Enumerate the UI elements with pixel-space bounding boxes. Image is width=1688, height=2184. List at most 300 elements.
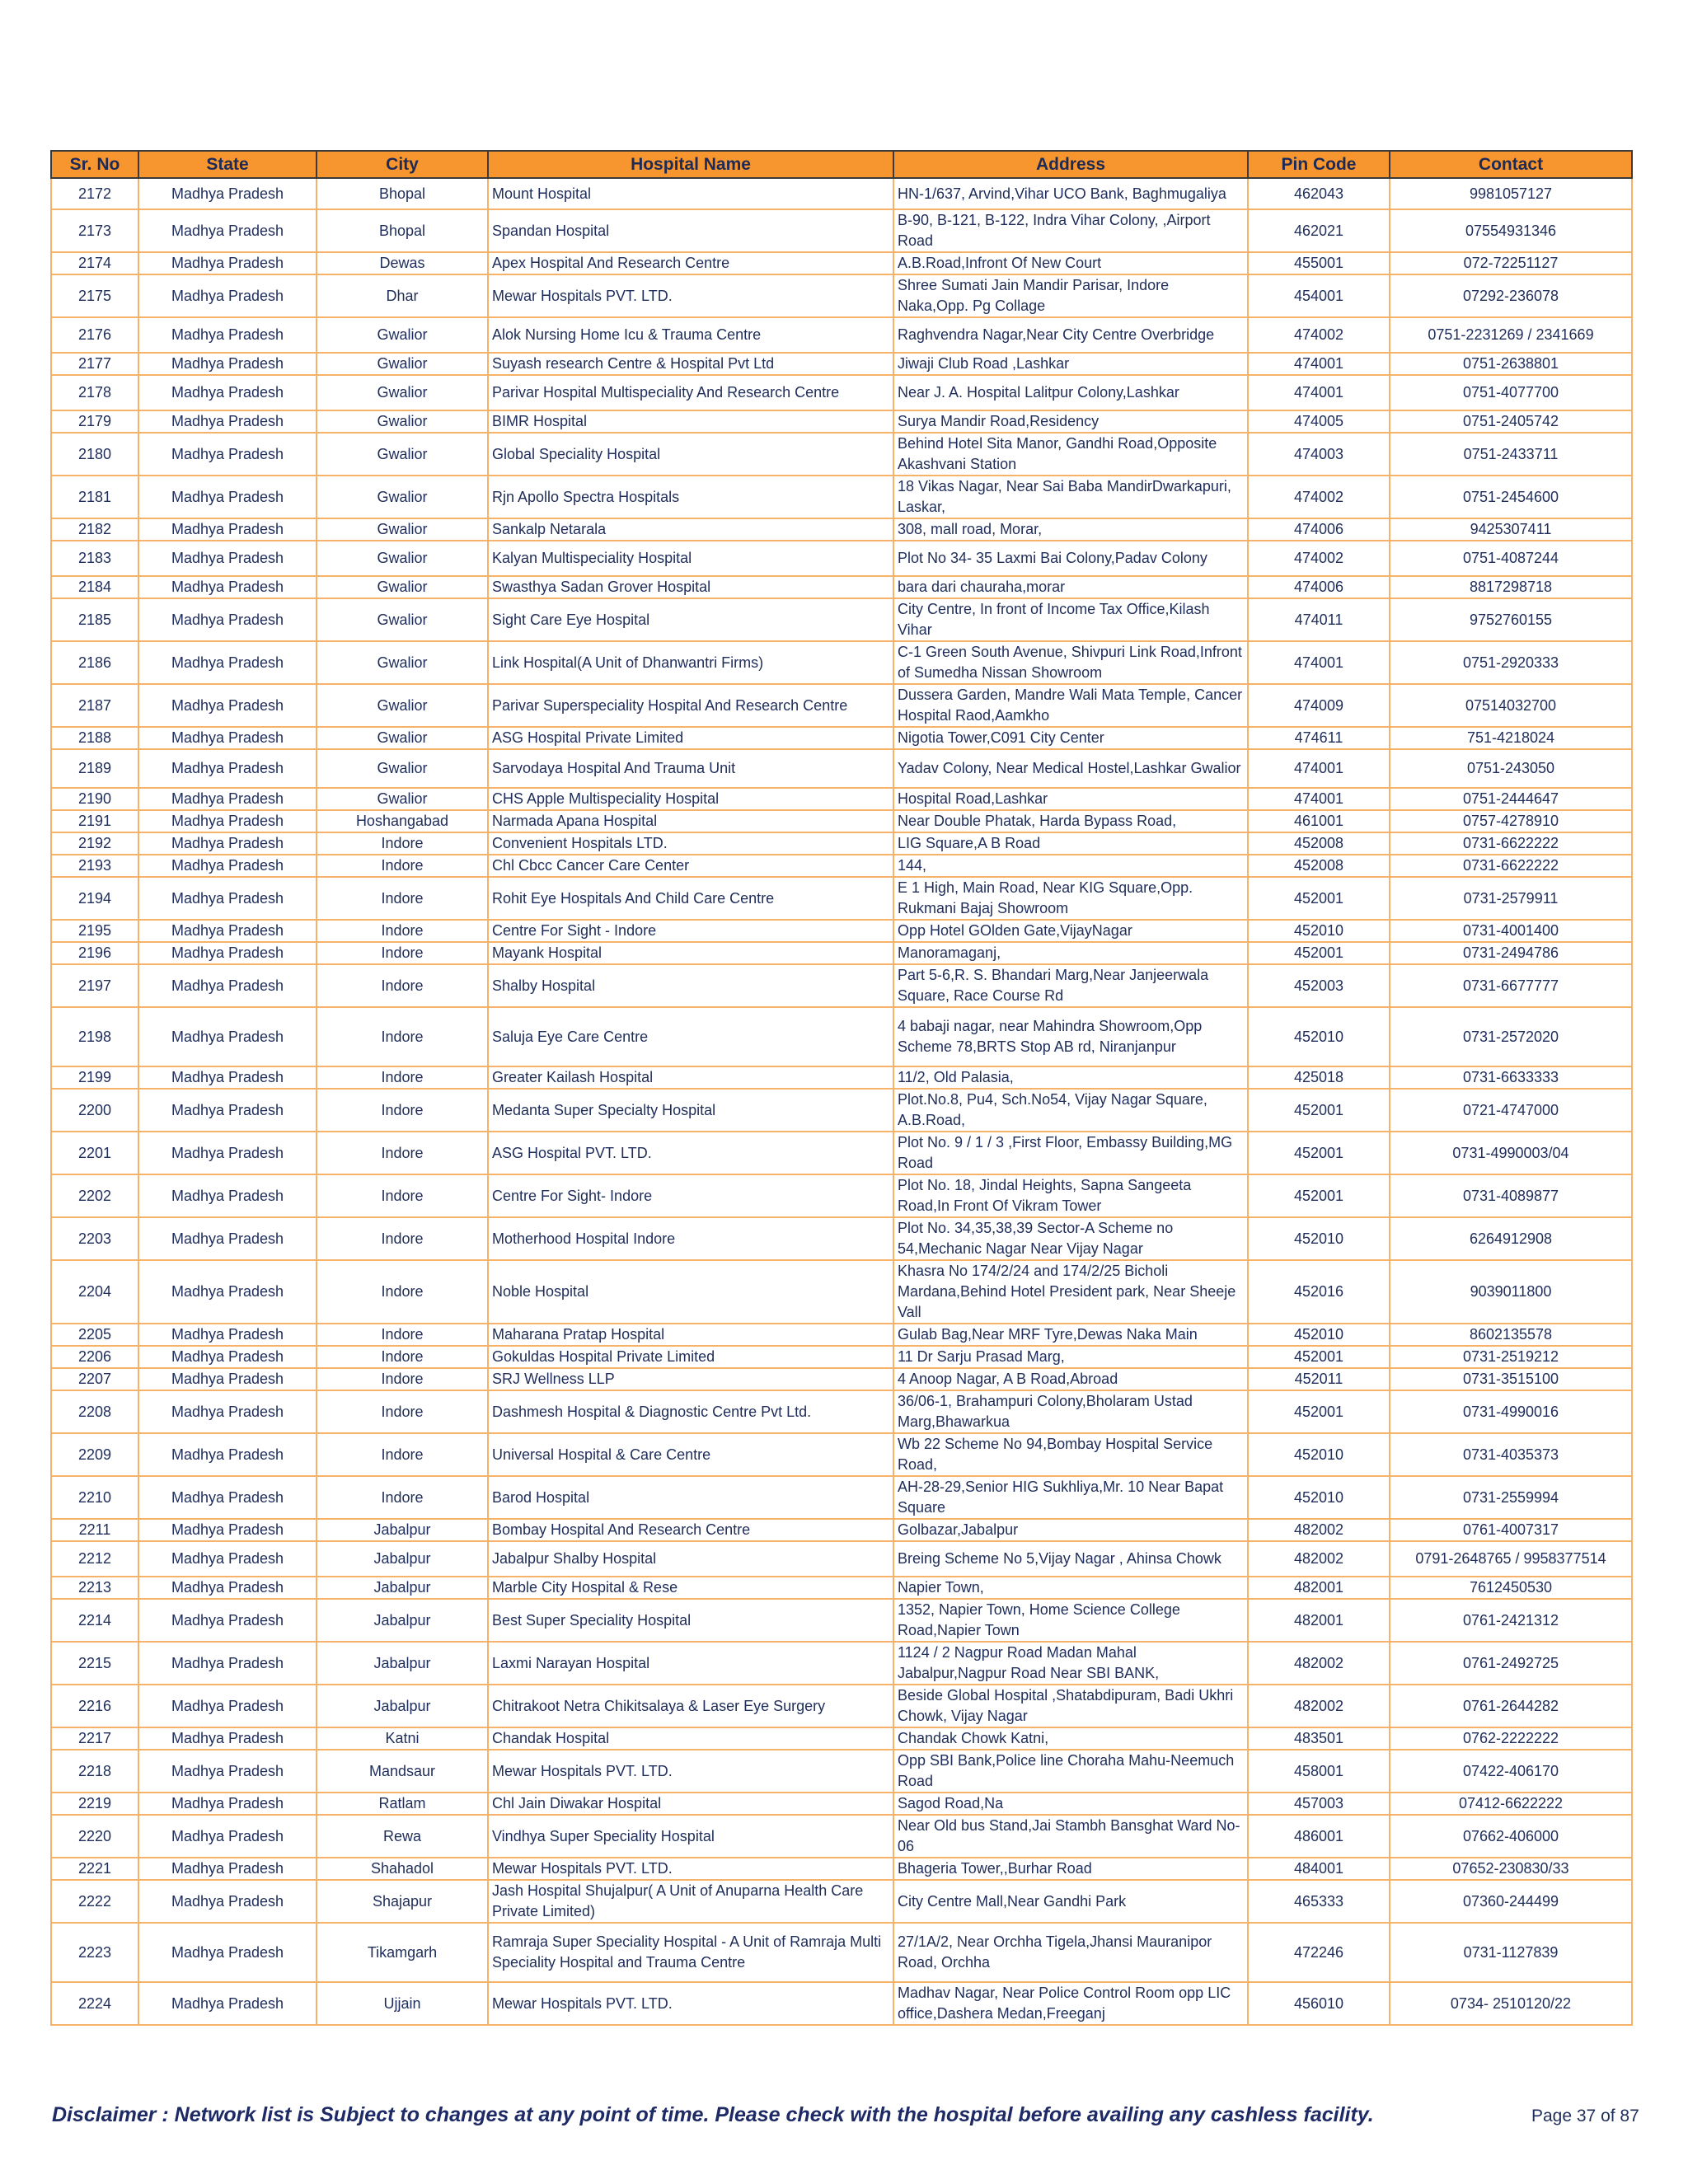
cell-hospital-name: Ramraja Super Speciality Hospital - A Unit of Ramraja Multi Speciality Hospital and Trauma Centre <box>488 1923 893 1982</box>
cell-sr-no: 2211 <box>51 1519 138 1541</box>
cell-city: Indore <box>316 877 488 920</box>
cell-address: HN-1/637, Arvind,Vihar UCO Bank, Baghmugaliya <box>893 178 1248 209</box>
cell-sr-no: 2194 <box>51 877 138 920</box>
table-row <box>51 1541 1632 1577</box>
cell-address: Nigotia Tower,C091 City Center <box>893 727 1248 749</box>
cell-city: Gwalior <box>316 641 488 684</box>
table-row <box>51 1599 1632 1642</box>
table-row <box>51 1642 1632 1685</box>
cell-contact: 07662-406000 <box>1390 1815 1632 1858</box>
table-row <box>51 810 1632 832</box>
cell-city: Indore <box>316 1217 488 1260</box>
table-row <box>51 1089 1632 1132</box>
cell-city: Shajapur <box>316 1880 488 1923</box>
table-row <box>51 274 1632 317</box>
cell-pin-code: 474005 <box>1248 410 1390 433</box>
cell-state: Madhya Pradesh <box>138 1577 316 1599</box>
table-row <box>51 353 1632 375</box>
cell-state: Madhya Pradesh <box>138 964 316 1007</box>
cell-state: Madhya Pradesh <box>138 749 316 788</box>
cell-hospital-name: Gokuldas Hospital Private Limited <box>488 1346 893 1368</box>
cell-address: Golbazar,Jabalpur <box>893 1519 1248 1541</box>
cell-sr-no: 2195 <box>51 920 138 942</box>
cell-city: Indore <box>316 942 488 964</box>
cell-pin-code: 454001 <box>1248 274 1390 317</box>
cell-state: Madhya Pradesh <box>138 1750 316 1793</box>
cell-city: Gwalior <box>316 353 488 375</box>
cell-pin-code: 452001 <box>1248 1089 1390 1132</box>
cell-state: Madhya Pradesh <box>138 598 316 641</box>
cell-state: Madhya Pradesh <box>138 1433 316 1476</box>
cell-sr-no: 2179 <box>51 410 138 433</box>
cell-sr-no: 2223 <box>51 1923 138 1982</box>
cell-contact: 0761-2421312 <box>1390 1599 1632 1642</box>
cell-hospital-name: Laxmi Narayan Hospital <box>488 1642 893 1685</box>
cell-pin-code: 462043 <box>1248 178 1390 209</box>
cell-city: Dhar <box>316 274 488 317</box>
cell-hospital-name: Mewar Hospitals PVT. LTD. <box>488 1982 893 2025</box>
header-contact: Contact <box>1390 151 1632 178</box>
header-state: State <box>138 151 316 178</box>
cell-state: Madhya Pradesh <box>138 1324 316 1346</box>
cell-city: Jabalpur <box>316 1685 488 1727</box>
table-row <box>51 1858 1632 1880</box>
cell-contact: 0731-6633333 <box>1390 1066 1632 1089</box>
cell-pin-code: 474006 <box>1248 518 1390 541</box>
cell-state: Madhya Pradesh <box>138 1685 316 1727</box>
table-row <box>51 1174 1632 1217</box>
cell-pin-code: 452001 <box>1248 1390 1390 1433</box>
cell-contact: 9039011800 <box>1390 1260 1632 1324</box>
cell-hospital-name: Parivar Hospital Multispeciality And Research Centre <box>488 375 893 410</box>
cell-address: Plot No. 34,35,38,39 Sector-A Scheme no 54,Mechanic Nagar Near Vijay Nagar <box>893 1217 1248 1260</box>
cell-sr-no: 2181 <box>51 476 138 518</box>
cell-address: Sagod Road,Na <box>893 1793 1248 1815</box>
cell-contact: 0731-4089877 <box>1390 1174 1632 1217</box>
cell-hospital-name: Motherhood Hospital Indore <box>488 1217 893 1260</box>
cell-address: 4 Anoop Nagar, A B Road,Abroad <box>893 1368 1248 1390</box>
cell-state: Madhya Pradesh <box>138 1858 316 1880</box>
cell-contact: 8817298718 <box>1390 576 1632 598</box>
cell-contact: 6264912908 <box>1390 1217 1632 1260</box>
cell-contact: 07652-230830/33 <box>1390 1858 1632 1880</box>
cell-address: Plot No. 18, Jindal Heights, Sapna Sangeeta Road,In Front Of Vikram Tower <box>893 1174 1248 1217</box>
cell-address: Opp Hotel GOlden Gate,VijayNagar <box>893 920 1248 942</box>
cell-sr-no: 2184 <box>51 576 138 598</box>
cell-address: B-90, B-121, B-122, Indra Vihar Colony, ,Airport Road <box>893 209 1248 252</box>
cell-sr-no: 2192 <box>51 832 138 855</box>
cell-contact: 0731-3515100 <box>1390 1368 1632 1390</box>
table-row <box>51 1324 1632 1346</box>
cell-pin-code: 474001 <box>1248 749 1390 788</box>
cell-address: E 1 High, Main Road, Near KIG Square,Opp. Rukmani Bajaj Showroom <box>893 877 1248 920</box>
cell-hospital-name: Dashmesh Hospital & Diagnostic Centre Pvt Ltd. <box>488 1390 893 1433</box>
cell-address: Opp SBI Bank,Police line Choraha Mahu-Neemuch Road <box>893 1750 1248 1793</box>
cell-hospital-name: Best Super Speciality Hospital <box>488 1599 893 1642</box>
cell-contact: 9981057127 <box>1390 178 1632 209</box>
cell-sr-no: 2204 <box>51 1260 138 1324</box>
header-address: Address <box>893 151 1248 178</box>
table-row <box>51 641 1632 684</box>
cell-sr-no: 2197 <box>51 964 138 1007</box>
table-row <box>51 1007 1632 1066</box>
cell-hospital-name: Saluja Eye Care Centre <box>488 1007 893 1066</box>
cell-address: LIG Square,A B Road <box>893 832 1248 855</box>
cell-state: Madhya Pradesh <box>138 1923 316 1982</box>
cell-contact: 7612450530 <box>1390 1577 1632 1599</box>
table-row <box>51 942 1632 964</box>
table-row <box>51 375 1632 410</box>
table-row <box>51 252 1632 274</box>
cell-contact: 0731-2519212 <box>1390 1346 1632 1368</box>
cell-pin-code: 452001 <box>1248 1132 1390 1174</box>
table-row <box>51 476 1632 518</box>
cell-hospital-name: Mount Hospital <box>488 178 893 209</box>
cell-city: Bhopal <box>316 209 488 252</box>
cell-address: Behind Hotel Sita Manor, Gandhi Road,Opposite Akashvani Station <box>893 433 1248 476</box>
cell-contact: 0751-2433711 <box>1390 433 1632 476</box>
cell-sr-no: 2206 <box>51 1346 138 1368</box>
cell-city: Gwalior <box>316 541 488 576</box>
cell-city: Bhopal <box>316 178 488 209</box>
cell-hospital-name: Kalyan Multispeciality Hospital <box>488 541 893 576</box>
cell-sr-no: 2172 <box>51 178 138 209</box>
cell-hospital-name: Universal Hospital & Care Centre <box>488 1433 893 1476</box>
disclaimer-text: Disclaimer : Network list is Subject to changes at any point of time. Please check with the hospital before availing any cashless facility. <box>52 2103 1374 2126</box>
cell-state: Madhya Pradesh <box>138 877 316 920</box>
cell-address: C-1 Green South Avenue, Shivpuri Link Road,Infront of Sumedha Nissan Showroom <box>893 641 1248 684</box>
cell-state: Madhya Pradesh <box>138 317 316 353</box>
cell-state: Madhya Pradesh <box>138 1260 316 1324</box>
cell-pin-code: 474009 <box>1248 684 1390 727</box>
cell-address: 1352, Napier Town, Home Science College Road,Napier Town <box>893 1599 1248 1642</box>
table-row <box>51 433 1632 476</box>
table-row <box>51 1433 1632 1476</box>
cell-sr-no: 2220 <box>51 1815 138 1858</box>
cell-state: Madhya Pradesh <box>138 1880 316 1923</box>
cell-pin-code: 452010 <box>1248 1007 1390 1066</box>
table-row <box>51 1793 1632 1815</box>
cell-pin-code: 452010 <box>1248 1433 1390 1476</box>
cell-city: Jabalpur <box>316 1541 488 1577</box>
cell-hospital-name: Maharana Pratap Hospital <box>488 1324 893 1346</box>
cell-hospital-name: Suyash research Centre & Hospital Pvt Ltd <box>488 353 893 375</box>
cell-city: Jabalpur <box>316 1577 488 1599</box>
cell-sr-no: 2201 <box>51 1132 138 1174</box>
table-row <box>51 877 1632 920</box>
cell-state: Madhya Pradesh <box>138 1368 316 1390</box>
cell-address: Plot No 34- 35 Laxmi Bai Colony,Padav Colony <box>893 541 1248 576</box>
cell-address: 4 babaji nagar, near Mahindra Showroom,Opp Scheme 78,BRTS Stop AB rd, Niranjanpur <box>893 1007 1248 1066</box>
table-row <box>51 1066 1632 1089</box>
cell-sr-no: 2212 <box>51 1541 138 1577</box>
cell-contact: 07554931346 <box>1390 209 1632 252</box>
header-pin-code: Pin Code <box>1248 151 1390 178</box>
cell-state: Madhya Pradesh <box>138 274 316 317</box>
cell-city: Gwalior <box>316 727 488 749</box>
cell-state: Madhya Pradesh <box>138 1599 316 1642</box>
cell-pin-code: 452001 <box>1248 877 1390 920</box>
cell-address: 11 Dr Sarju Prasad Marg, <box>893 1346 1248 1368</box>
cell-address: Yadav Colony, Near Medical Hostel,Lashkar Gwalior <box>893 749 1248 788</box>
cell-hospital-name: Link Hospital(A Unit of Dhanwantri Firms) <box>488 641 893 684</box>
cell-hospital-name: Centre For Sight- Indore <box>488 1174 893 1217</box>
cell-contact: 9752760155 <box>1390 598 1632 641</box>
table-row <box>51 1132 1632 1174</box>
table-row <box>51 1390 1632 1433</box>
table-row <box>51 920 1632 942</box>
cell-city: Indore <box>316 1132 488 1174</box>
table-row <box>51 1815 1632 1858</box>
cell-contact: 0751-2231269 / 2341669 <box>1390 317 1632 353</box>
cell-city: Indore <box>316 1346 488 1368</box>
cell-address: Chandak Chowk Katni, <box>893 1727 1248 1750</box>
table-row <box>51 1368 1632 1390</box>
cell-state: Madhya Pradesh <box>138 1642 316 1685</box>
cell-hospital-name: Narmada Apana Hospital <box>488 810 893 832</box>
cell-pin-code: 482002 <box>1248 1642 1390 1685</box>
cell-city: Rewa <box>316 1815 488 1858</box>
header-city: City <box>316 151 488 178</box>
cell-state: Madhya Pradesh <box>138 1174 316 1217</box>
page-number: Page 37 of 87 <box>1531 2107 1639 2125</box>
cell-state: Madhya Pradesh <box>138 1390 316 1433</box>
table-row <box>51 209 1632 252</box>
cell-hospital-name: Chl Cbcc Cancer Care Center <box>488 855 893 877</box>
cell-city: Gwalior <box>316 749 488 788</box>
cell-hospital-name: Swasthya Sadan Grover Hospital <box>488 576 893 598</box>
header-hospital-name: Hospital Name <box>488 151 893 178</box>
cell-hospital-name: ASG Hospital Private Limited <box>488 727 893 749</box>
cell-contact: 07292-236078 <box>1390 274 1632 317</box>
cell-state: Madhya Pradesh <box>138 252 316 274</box>
cell-pin-code: 482002 <box>1248 1519 1390 1541</box>
cell-pin-code: 452008 <box>1248 832 1390 855</box>
cell-address: Part 5-6,R. S. Bhandari Marg,Near Janjeerwala Square, Race Course Rd <box>893 964 1248 1007</box>
cell-address: Plot No. 9 / 1 / 3 ,First Floor, Embassy Building,MG Road <box>893 1132 1248 1174</box>
cell-address: Manoramaganj, <box>893 942 1248 964</box>
cell-contact: 0731-4035373 <box>1390 1433 1632 1476</box>
cell-state: Madhya Pradesh <box>138 641 316 684</box>
cell-hospital-name: Vindhya Super Speciality Hospital <box>488 1815 893 1858</box>
cell-city: Gwalior <box>316 576 488 598</box>
cell-sr-no: 2217 <box>51 1727 138 1750</box>
cell-sr-no: 2207 <box>51 1368 138 1390</box>
cell-sr-no: 2187 <box>51 684 138 727</box>
cell-hospital-name: Mayank Hospital <box>488 942 893 964</box>
cell-sr-no: 2198 <box>51 1007 138 1066</box>
cell-city: Ujjain <box>316 1982 488 2025</box>
cell-state: Madhya Pradesh <box>138 1007 316 1066</box>
cell-contact: 0731-2579911 <box>1390 877 1632 920</box>
cell-pin-code: 474002 <box>1248 541 1390 576</box>
cell-pin-code: 452003 <box>1248 964 1390 1007</box>
cell-address: A.B.Road,Infront Of New Court <box>893 252 1248 274</box>
cell-pin-code: 474001 <box>1248 788 1390 810</box>
cell-sr-no: 2200 <box>51 1089 138 1132</box>
cell-hospital-name: Jash Hospital Shujalpur( A Unit of Anuparna Health Care Private Limited) <box>488 1880 893 1923</box>
table-row <box>51 1982 1632 2025</box>
cell-state: Madhya Pradesh <box>138 727 316 749</box>
cell-city: Indore <box>316 855 488 877</box>
cell-state: Madhya Pradesh <box>138 832 316 855</box>
cell-sr-no: 2196 <box>51 942 138 964</box>
cell-sr-no: 2210 <box>51 1476 138 1519</box>
cell-state: Madhya Pradesh <box>138 541 316 576</box>
cell-contact: 0751-2444647 <box>1390 788 1632 810</box>
cell-city: Tikamgarh <box>316 1923 488 1982</box>
cell-city: Gwalior <box>316 410 488 433</box>
cell-hospital-name: Centre For Sight - Indore <box>488 920 893 942</box>
cell-hospital-name: SRJ Wellness LLP <box>488 1368 893 1390</box>
cell-hospital-name: Sarvodaya Hospital And Trauma Unit <box>488 749 893 788</box>
cell-contact: 0731-6677777 <box>1390 964 1632 1007</box>
cell-hospital-name: Shalby Hospital <box>488 964 893 1007</box>
cell-city: Jabalpur <box>316 1642 488 1685</box>
cell-city: Jabalpur <box>316 1519 488 1541</box>
cell-sr-no: 2190 <box>51 788 138 810</box>
cell-address: 27/1A/2, Near Orchha Tigela,Jhansi Mauranipor Road, Orchha <box>893 1923 1248 1982</box>
cell-city: Gwalior <box>316 788 488 810</box>
cell-address: Near J. A. Hospital Lalitpur Colony,Lashkar <box>893 375 1248 410</box>
cell-pin-code: 452016 <box>1248 1260 1390 1324</box>
cell-state: Madhya Pradesh <box>138 788 316 810</box>
cell-contact: 0734- 2510120/22 <box>1390 1982 1632 2025</box>
cell-contact: 07422-406170 <box>1390 1750 1632 1793</box>
cell-city: Indore <box>316 1066 488 1089</box>
cell-pin-code: 474001 <box>1248 641 1390 684</box>
cell-pin-code: 465333 <box>1248 1880 1390 1923</box>
cell-pin-code: 474002 <box>1248 476 1390 518</box>
cell-hospital-name: Chandak Hospital <box>488 1727 893 1750</box>
table-row <box>51 541 1632 576</box>
table-row <box>51 1727 1632 1750</box>
cell-state: Madhya Pradesh <box>138 920 316 942</box>
cell-hospital-name: Global Speciality Hospital <box>488 433 893 476</box>
cell-sr-no: 2189 <box>51 749 138 788</box>
cell-pin-code: 425018 <box>1248 1066 1390 1089</box>
cell-contact: 0751-2454600 <box>1390 476 1632 518</box>
cell-state: Madhya Pradesh <box>138 942 316 964</box>
cell-pin-code: 474001 <box>1248 353 1390 375</box>
cell-contact: 0791-2648765 / 9958377514 <box>1390 1541 1632 1577</box>
cell-pin-code: 452010 <box>1248 1217 1390 1260</box>
cell-contact: 0757-4278910 <box>1390 810 1632 832</box>
cell-state: Madhya Pradesh <box>138 353 316 375</box>
cell-state: Madhya Pradesh <box>138 1089 316 1132</box>
cell-address: 144, <box>893 855 1248 877</box>
cell-sr-no: 2175 <box>51 274 138 317</box>
cell-sr-no: 2208 <box>51 1390 138 1433</box>
cell-pin-code: 452001 <box>1248 1346 1390 1368</box>
cell-sr-no: 2193 <box>51 855 138 877</box>
cell-hospital-name: Medanta Super Specialty Hospital <box>488 1089 893 1132</box>
cell-city: Indore <box>316 1007 488 1066</box>
cell-address: AH-28-29,Senior HIG Sukhliya,Mr. 10 Near Bapat Square <box>893 1476 1248 1519</box>
cell-state: Madhya Pradesh <box>138 1346 316 1368</box>
cell-sr-no: 2183 <box>51 541 138 576</box>
table-row <box>51 317 1632 353</box>
cell-hospital-name: CHS Apple Multispeciality Hospital <box>488 788 893 810</box>
header-sr-no: Sr. No <box>51 151 138 178</box>
cell-contact: 0731-6622222 <box>1390 855 1632 877</box>
cell-contact: 0751-4087244 <box>1390 541 1632 576</box>
cell-sr-no: 2224 <box>51 1982 138 2025</box>
cell-contact: 0731-1127839 <box>1390 1923 1632 1982</box>
cell-address: Dussera Garden, Mandre Wali Mata Temple, Cancer Hospital Raod,Aamkho <box>893 684 1248 727</box>
cell-city: Indore <box>316 1433 488 1476</box>
cell-city: Gwalior <box>316 684 488 727</box>
cell-address: Surya Mandir Road,Residency <box>893 410 1248 433</box>
cell-city: Indore <box>316 920 488 942</box>
cell-city: Indore <box>316 964 488 1007</box>
table-row <box>51 1519 1632 1541</box>
cell-city: Indore <box>316 1368 488 1390</box>
table-row <box>51 1923 1632 1982</box>
cell-contact: 751-4218024 <box>1390 727 1632 749</box>
cell-hospital-name: Parivar Superspeciality Hospital And Research Centre <box>488 684 893 727</box>
cell-hospital-name: Mewar Hospitals PVT. LTD. <box>488 1750 893 1793</box>
table-row <box>51 1346 1632 1368</box>
cell-city: Hoshangabad <box>316 810 488 832</box>
cell-sr-no: 2203 <box>51 1217 138 1260</box>
cell-state: Madhya Pradesh <box>138 375 316 410</box>
cell-sr-no: 2177 <box>51 353 138 375</box>
cell-state: Madhya Pradesh <box>138 518 316 541</box>
cell-hospital-name: Bombay Hospital And Research Centre <box>488 1519 893 1541</box>
cell-state: Madhya Pradesh <box>138 1132 316 1174</box>
cell-state: Madhya Pradesh <box>138 1982 316 2025</box>
cell-state: Madhya Pradesh <box>138 209 316 252</box>
cell-state: Madhya Pradesh <box>138 1793 316 1815</box>
cell-contact: 0721-4747000 <box>1390 1089 1632 1132</box>
cell-state: Madhya Pradesh <box>138 476 316 518</box>
cell-state: Madhya Pradesh <box>138 1727 316 1750</box>
cell-contact: 0761-2644282 <box>1390 1685 1632 1727</box>
cell-pin-code: 484001 <box>1248 1858 1390 1880</box>
cell-hospital-name: Noble Hospital <box>488 1260 893 1324</box>
cell-city: Indore <box>316 1476 488 1519</box>
cell-sr-no: 2218 <box>51 1750 138 1793</box>
cell-address: City Centre Mall,Near Gandhi Park <box>893 1880 1248 1923</box>
table-body <box>51 178 1632 2025</box>
cell-hospital-name: Jabalpur Shalby Hospital <box>488 1541 893 1577</box>
cell-address: City Centre, In front of Income Tax Office,Kilash Vihar <box>893 598 1248 641</box>
table-row <box>51 178 1632 209</box>
cell-pin-code: 452010 <box>1248 1476 1390 1519</box>
cell-pin-code: 482001 <box>1248 1599 1390 1642</box>
cell-city: Gwalior <box>316 317 488 353</box>
cell-contact: 0751-4077700 <box>1390 375 1632 410</box>
cell-pin-code: 474611 <box>1248 727 1390 749</box>
cell-sr-no: 2174 <box>51 252 138 274</box>
cell-contact: 0731-6622222 <box>1390 832 1632 855</box>
table-row <box>51 964 1632 1007</box>
cell-city: Gwalior <box>316 518 488 541</box>
cell-state: Madhya Pradesh <box>138 410 316 433</box>
cell-address: Beside Global Hospital ,Shatabdipuram, Badi Ukhri Chowk, Vijay Nagar <box>893 1685 1248 1727</box>
cell-address: 308, mall road, Morar, <box>893 518 1248 541</box>
cell-contact: 0762-2222222 <box>1390 1727 1632 1750</box>
cell-address: Plot.No.8, Pu4, Sch.No54, Vijay Nagar Square, A.B.Road, <box>893 1089 1248 1132</box>
cell-hospital-name: Convenient Hospitals LTD. <box>488 832 893 855</box>
cell-sr-no: 2219 <box>51 1793 138 1815</box>
table-row <box>51 684 1632 727</box>
cell-state: Madhya Pradesh <box>138 576 316 598</box>
cell-hospital-name: Apex Hospital And Research Centre <box>488 252 893 274</box>
table-row <box>51 1260 1632 1324</box>
cell-state: Madhya Pradesh <box>138 855 316 877</box>
